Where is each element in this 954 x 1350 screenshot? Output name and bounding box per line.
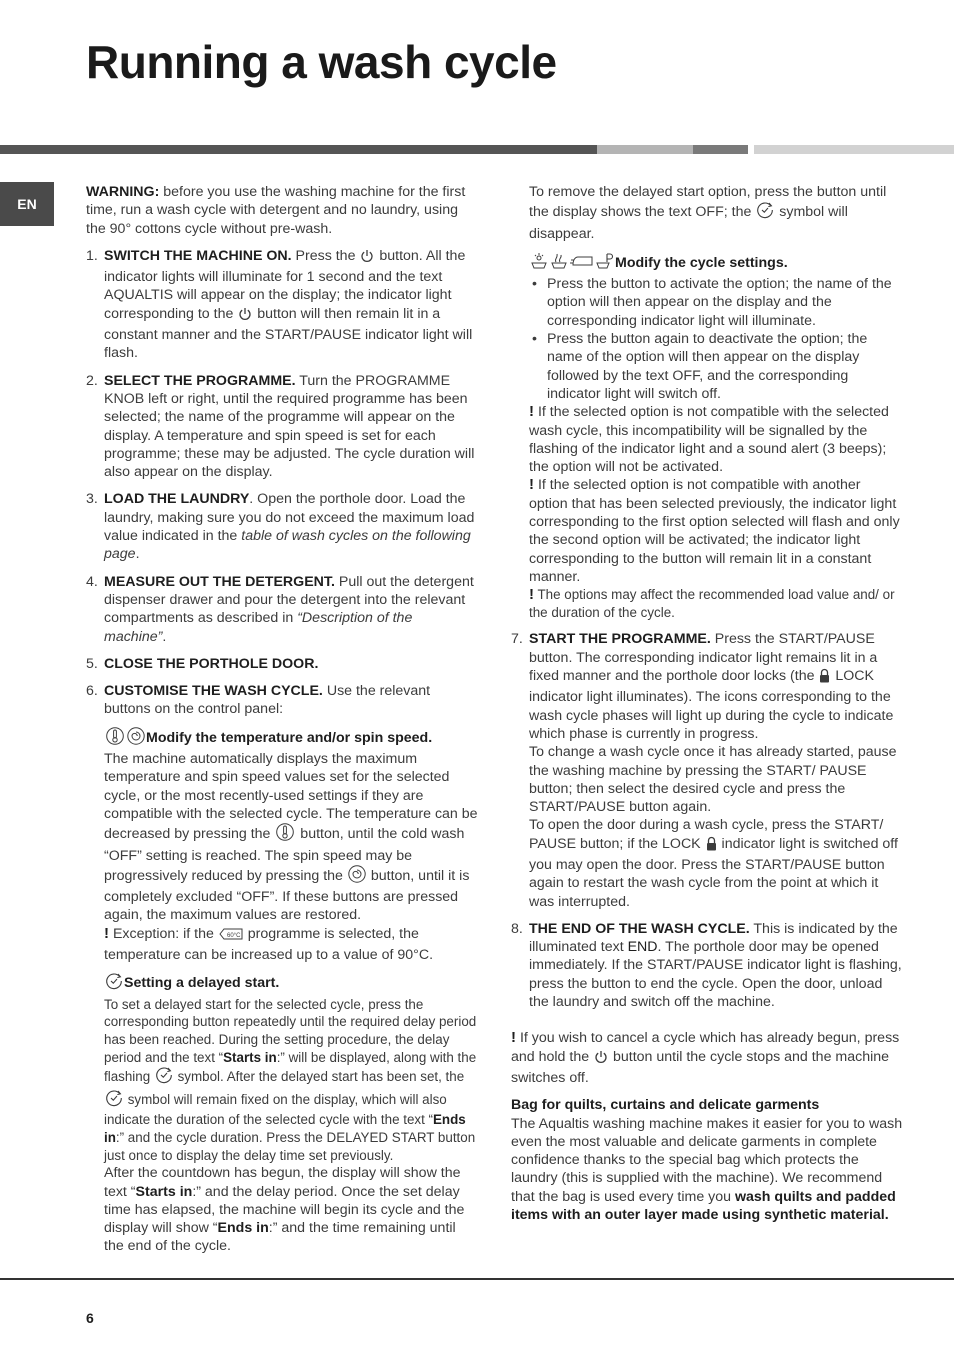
left-column [86, 183, 478, 1265]
step-number: 5. [86, 655, 98, 672]
delay-text: :” will be displayed, along with the flashing [104, 1049, 477, 1085]
spin-icon [348, 865, 366, 888]
step-heading: THE END OF THE WASH CYCLE. [529, 920, 750, 937]
power-icon [360, 249, 374, 268]
60c-programme-icon [219, 927, 243, 946]
delay-remove-paragraph [529, 183, 903, 243]
step-5 [86, 655, 478, 673]
delay-remove-text: To remove the delayed start option, press the button until the display shows the text OFF; the [529, 184, 887, 221]
delay-text: :” and the cycle duration. Press the DELAYED START button just once to display the delay time set previously. [104, 1130, 476, 1163]
ends-in-label: Ends in [104, 1112, 466, 1146]
step-1 [86, 247, 478, 363]
spin-icon [127, 727, 145, 750]
cancel-text: button until the cycle stops and the machine switches off. [511, 1048, 890, 1086]
step-text: Turn the PROGRAMME KNOB left or right, until the required programme has been selected; the name of the programme will appear on the display. A temperature and spin speed is set for each programme; these may be adjusted. The cycle duration will also appear on the display. [104, 372, 475, 481]
step-text: To open the door during a wash cycle, press the START/ PAUSE button; if the LOCK [529, 817, 884, 852]
bag-body [511, 1115, 903, 1225]
option-bullets [529, 275, 903, 403]
step-text: . The porthole door may be opened immediately. If the START/PAUSE indicator light is flashing, press the button to end the cycle. Open the door, unload the laundry and switch off the machine. [529, 939, 902, 1011]
extra-rinse-icon [596, 252, 614, 275]
delay-text: To set a delayed start for the selected cycle, press the corresponding button repeatedly until the required delay period has been reached. During the setting procedure, the delay period and the text “ [104, 996, 477, 1065]
option-bullet: • Press the button again to deactivate the option; the name of the option will then appear on the display followed by the text OFF, and the corresponding indicator light will switch off. [529, 330, 903, 403]
footer-rule [0, 1278, 954, 1280]
language-tab: EN [0, 182, 54, 226]
step-text: This is indicated by the illuminated text [529, 920, 898, 956]
end-label: END [627, 939, 658, 956]
note-1 [529, 403, 903, 476]
delay-text: :” and the time remaining until the end of the cycle. [104, 1220, 456, 1255]
exclamation-mark: ! [529, 586, 534, 604]
lock-icon [706, 836, 717, 856]
delay-text: symbol will remain fixed on the display, which will also indicate the duration of the selected cycle with the text “ [104, 1091, 447, 1128]
step-text: . Open the porthole door. Load the laundry, making sure you do not exceed the maximum load value indicated in the [104, 491, 475, 545]
easy-iron-icon [570, 252, 594, 275]
step-heading: START THE PROGRAMME. [529, 631, 711, 648]
step-number: 3. [86, 491, 98, 508]
bag-bold-text: wash quilts and padded items with an outer layer made using synthetic material. [511, 1188, 896, 1224]
delay-start-icon [105, 1089, 123, 1112]
option-bullet: • Press the button to activate the option; the name of the option will then appear on the display and the corresponding indicator light will illuminate. [529, 275, 903, 330]
step-7 [511, 630, 903, 910]
header-band-dark [0, 145, 597, 154]
right-column [511, 183, 903, 1224]
modify-heading: Modify the cycle settings. [615, 254, 788, 271]
delay-body-2 [104, 1164, 478, 1255]
step-text: Use the relevant buttons on the control panel: [104, 683, 431, 718]
header-band-pale [754, 145, 954, 154]
note-text: The options may affect the recommended load value and/ or the duration of the cycle. [529, 587, 895, 620]
temp-spin-section [104, 727, 478, 965]
power-icon [238, 307, 252, 326]
step-heading: SELECT THE PROGRAMME. [104, 372, 296, 389]
steps-list-continued [511, 630, 903, 1011]
step-text: Pull out the detergent dispenser drawer and pour the detergent into the relevant compartments as described in [104, 573, 474, 627]
step-4 [86, 573, 478, 646]
step-heading: CUSTOMISE THE WASH CYCLE. [104, 683, 323, 700]
exclamation-mark: ! [529, 403, 534, 421]
cancel-text: If you wish to cancel a cycle which has already begun, press and hold the [511, 1030, 900, 1065]
delay-start-icon [155, 1066, 173, 1089]
delay-remove-text: symbol will disappear. [529, 204, 848, 242]
step-8 [511, 920, 903, 1011]
thermometer-icon [275, 823, 295, 846]
step-text: button. All the indicator lights will illuminate for 1 second and the text AQUALTIS will appear on the display; the indicator light corresponding to the [104, 247, 466, 322]
temp-spin-text: button, until it is completely excluded “OFF”. If these buttons are pressed again, the maximum values are restored. [104, 867, 470, 924]
delay-text: After the countdown has begun, the display will show the text “ [104, 1165, 461, 1200]
bag-text: The Aqualtis washing machine makes it easier for you to wash even the most valuable and delicate garments in complete confidence thanks to the special bag which protects the laundry (this is supplied with the machine). We recommend that the bag is used every time you [511, 1115, 903, 1205]
stain-removal-icon [530, 252, 548, 275]
right-step6-continuation [511, 183, 903, 621]
step-number: 7. [511, 631, 523, 648]
step-heading: LOAD THE LAUNDRY [104, 491, 250, 508]
header-band-mid [693, 145, 748, 154]
step-2 [86, 372, 478, 482]
step-3 [86, 490, 478, 563]
step-text: Press the START/PAUSE button. The corresponding indicator light remains lit in a fixed manner and the porthole door locks (the [529, 631, 878, 685]
step-6 [86, 682, 478, 1256]
power-icon [594, 1050, 608, 1069]
delay-heading: Setting a delayed start. [124, 975, 280, 992]
exception-note [104, 925, 478, 965]
step-italic: “Description of the machine” [104, 610, 413, 645]
page-title: Running a wash cycle [86, 36, 557, 88]
delay-text: symbol. After the delayed start has been set, the [173, 1069, 465, 1085]
delay-start-icon [105, 972, 123, 996]
note-2 [529, 476, 903, 586]
step-text: button will then remain lit in a constant manner and the START/PAUSE indicator light will flash. [104, 305, 473, 362]
steps-list [86, 247, 478, 1256]
svg-text:60°C: 60°C [226, 932, 241, 939]
header-band-light [597, 145, 693, 154]
exclamation-mark: ! [529, 476, 534, 494]
step-heading: MEASURE OUT THE DETERGENT. [104, 573, 335, 590]
bag-heading [511, 1096, 903, 1114]
exception-text: programme is selected, the temperature can be increased up to a value of 90°C. [104, 925, 434, 963]
step-text: Press the [291, 247, 360, 264]
note-3 [529, 586, 903, 621]
step-number: 1. [86, 247, 98, 264]
lock-icon [819, 668, 830, 688]
temp-spin-text: The machine automatically displays the maximum temperature and spin speed values set for the selected cycle, or the most recently-used settings if they are compatible with the selected cycle. The temperature can be decreased by pressing the [104, 751, 478, 843]
warning-paragraph [86, 183, 478, 238]
step-number: 2. [86, 372, 98, 389]
step-text: LOCK indicator light illuminates). The icons corresponding to the wash cycle phases will light up during the cycle to indicate which phase is currently in progress. [529, 668, 894, 742]
cancel-note [511, 1029, 903, 1087]
step-text: . [135, 546, 140, 563]
modify-heading-line [529, 252, 903, 275]
step-text: indicator light is switched off you may open the door. Press the START/PAUSE button again to restart the wash cycle from the point at which it was interrupted. [529, 835, 898, 910]
pre-wash-icon [550, 252, 568, 275]
delay-start-icon [756, 201, 774, 224]
warning-text: before you use the washing machine for the first time, run a wash cycle with detergent and no laundry, using the 90° cottons cycle without pre-wash. [86, 184, 466, 237]
step-italic: table of wash cycles on the following page [104, 528, 471, 563]
warning-label: WARNING: [86, 184, 160, 200]
step-heading: SWITCH THE MACHINE ON. [104, 247, 292, 264]
temp-spin-text: button, until the cold wash “OFF” setting is reached. The spin speed may be progressively reduced by pressing the [104, 826, 465, 884]
step-number: 8. [511, 920, 523, 937]
page-number: 6 [86, 1310, 94, 1326]
step-text: . [162, 628, 167, 645]
exception-text: Exception: if the [109, 925, 218, 942]
step-number: 6. [86, 683, 98, 700]
exclamation-mark: ! [104, 924, 109, 942]
ends-in-label: Ends in [217, 1220, 269, 1237]
temp-spin-heading-line [104, 727, 478, 750]
note-text: If the selected option is not compatible with another option that has been selected previously, the indicator light corresponding to the first option selected will flash and only the second option will be activated; the indicator light corresponding to the button will remain lit in a constant manner. [529, 477, 900, 585]
step-text: To change a wash cycle once it has already started, pause the washing machine by pressing the START/ PAUSE button; then select the desired cycle and press the START/PAUSE button again. [529, 744, 897, 816]
delay-body-1 [104, 996, 478, 1164]
delay-heading-line [104, 972, 478, 996]
delay-text: :” and the delay period. Once the set delay time has elapsed, the machine will begin its cycle and the display will show “ [104, 1183, 465, 1237]
starts-in-label: Starts in [135, 1183, 193, 1200]
bag-heading-text: Bag for quilts, curtains and delicate garments [511, 1097, 820, 1114]
delay-section [104, 972, 478, 1255]
thermometer-icon [105, 727, 125, 750]
note-text: If the selected option is not compatible with the selected wash cycle, this incompatibility will be signalled by the flashing of the indicator light and a sound alert (3 beeps); the option will not be activated. [529, 404, 889, 476]
temp-spin-body [104, 750, 478, 925]
starts-in-label: Starts in [223, 1049, 277, 1065]
temp-spin-heading: Modify the temperature and/or spin speed. [146, 729, 433, 746]
step-heading: CLOSE THE PORTHOLE DOOR. [104, 655, 319, 672]
exclamation-mark: ! [511, 1029, 516, 1047]
step-number: 4. [86, 573, 98, 590]
